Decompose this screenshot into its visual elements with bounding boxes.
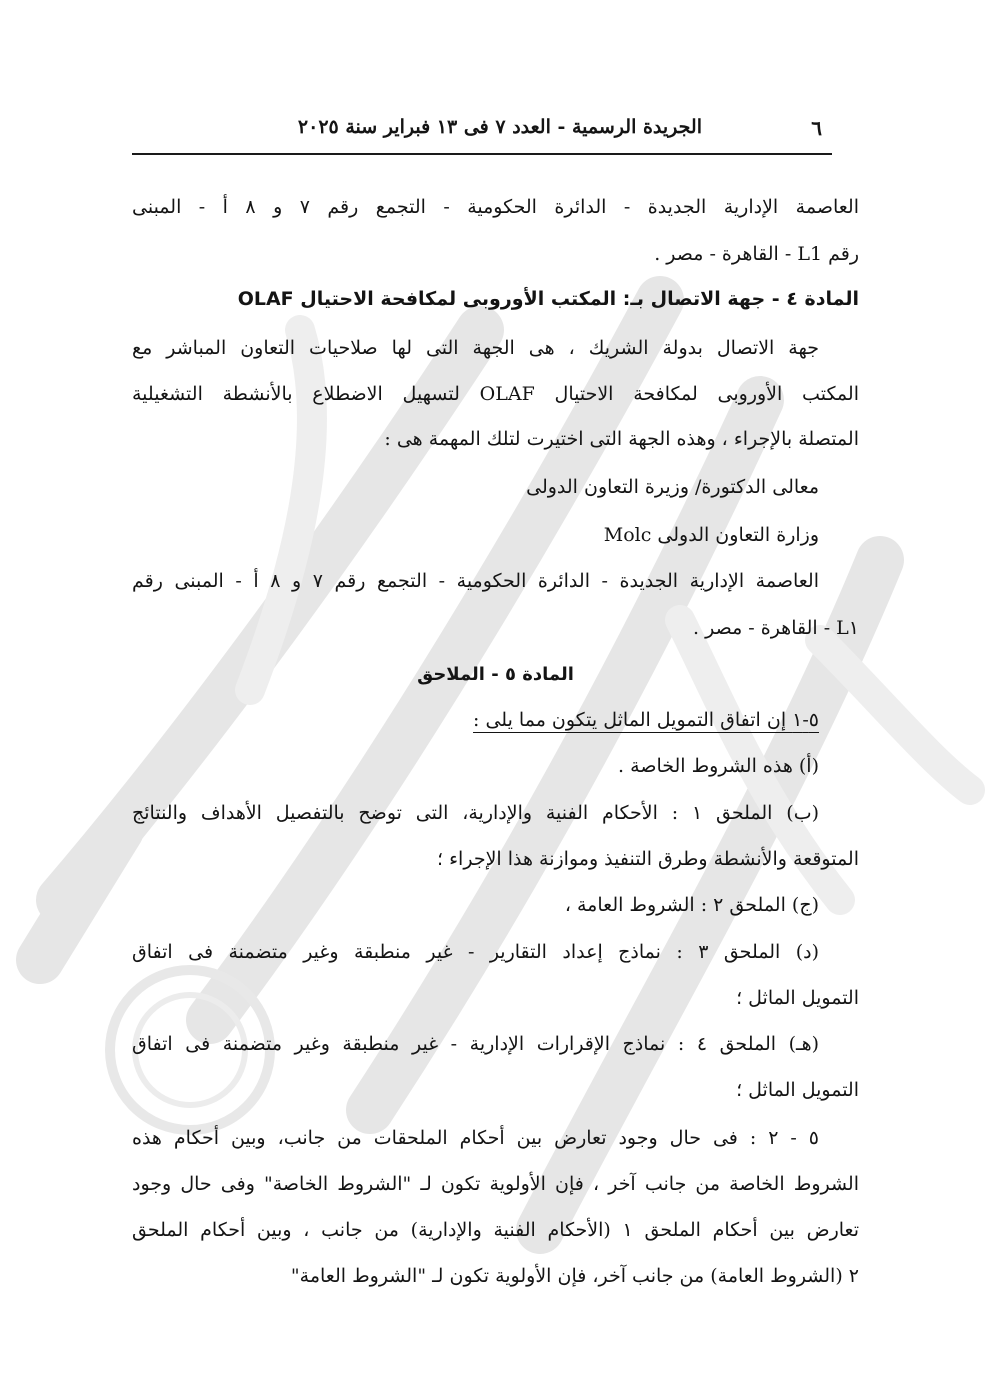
text-line: (هـ) الملحق ٤ : نماذج الإقرارات الإدارية - غير منطبقة وغير متضمنة فى اتفاق: [132, 1033, 819, 1055]
text-line: (أ) هذه الشروط الخاصة .: [618, 755, 819, 777]
clause-5-1: ٥-١ إن اتفاق التمويل الماثل يتكون مما يلى :: [473, 709, 819, 731]
running-head: الجريدة الرسمية - العدد ٧ فى ١٣ فبراير سنة ٢٠٢٥: [297, 116, 702, 138]
text-line: الشروط الخاصة من جانب آخر ، فإن الأولوية تكون لـ "الشروط الخاصة" وفى حال وجود: [132, 1173, 859, 1195]
text-line: L١ - القاهرة - مصر .: [693, 617, 859, 639]
text-line: التمويل الماثل ؛: [736, 987, 859, 1009]
text-line: معالى الدكتورة/ وزيرة التعاون الدولى: [526, 476, 819, 498]
text-line: (ب) الملحق ١ : الأحكام الفنية والإدارية، التى توضح بالتفصيل الأهداف والنتائج: [132, 802, 820, 824]
text-line: العاصمة الإدارية الجديدة - الدائرة الحكومية - التجمع رقم ٧ و ٨ أ - المبنى: [132, 196, 859, 218]
text-line: ٢ (الشروط العامة) من جانب آخر، فإن الأولوية تكون لـ "الشروط العامة": [290, 1265, 859, 1287]
page-number: ٦: [811, 116, 822, 140]
text-line: وزارة التعاون الدولى Molc: [603, 524, 819, 546]
text-line: التمويل الماثل ؛: [736, 1079, 859, 1101]
header-rule: [132, 153, 832, 155]
text-line: المتصلة بالإجراء ، وهذه الجهة التى اختيرت لتلك المهمة هى :: [384, 428, 859, 450]
text-line: (د) الملحق ٣ : نماذج إعداد التقارير - غير منطبقة وغير متضمنة فى اتفاق: [132, 941, 819, 963]
text-line: تعارض بين أحكام الملحق ١ (الأحكام الفنية والإدارية) من جانب ، وبين أحكام الملحق: [132, 1219, 859, 1241]
text-line: ٥ - ٢ : فى حال وجود تعارض بين أحكام الملحقات من جانب، وبين أحكام هذه: [132, 1127, 819, 1149]
text-line: [132, 705, 859, 735]
article-5-heading: المادة ٥ - الملاحق: [417, 664, 574, 685]
text-line: المكتب الأوروبى لمكافحة الاحتيال OLAF لتسهيل الاضطلاع بالأنشطة التشغيلية: [132, 383, 859, 405]
text-line: العاصمة الإدارية الجديدة - الدائرة الحكومية - التجمع رقم ٧ و ٨ أ - المبنى رقم: [132, 570, 819, 592]
text-line: المتوقعة والأنشطة وطرق التنفيذ وموازنة هذا الإجراء ؛: [437, 848, 859, 870]
text-line: رقم L1 - القاهرة - مصر .: [654, 243, 859, 265]
article-4-heading: المادة ٤ - جهة الاتصال بـ: المكتب الأوروبى لمكافحة الاحتيال OLAF: [237, 288, 859, 310]
text-line: (ج) الملحق ٢ : الشروط العامة ،: [564, 894, 819, 916]
text-line: جهة الاتصال بدولة الشريك ، هى الجهة التى لها صلاحيات التعاون المباشر مع: [132, 337, 819, 359]
page-header: [132, 110, 832, 150]
